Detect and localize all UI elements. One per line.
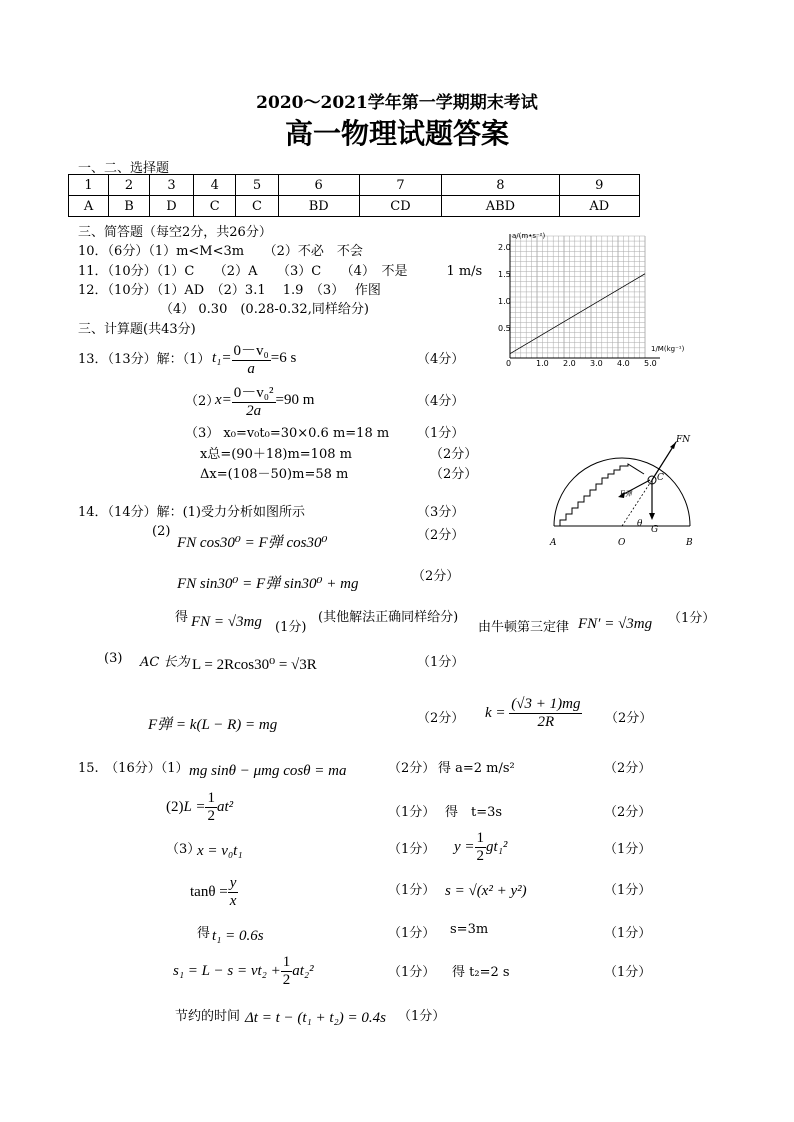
q15-eq5: t₁ = 0.6s (212, 928, 264, 944)
exam-year-line: 2020～2021学年第一学期期末考试 (256, 93, 538, 113)
table-cell: 1 (69, 175, 109, 196)
page-title: 高一物理试题答案 (284, 117, 509, 150)
q13-eq1-lhs: t₁= (212, 349, 232, 366)
q15-eq6-num: 1 (282, 954, 291, 970)
table-cell: D (149, 196, 193, 217)
graph-origin: 0 (506, 359, 512, 368)
q13-eq1-num: 0－v₀ (232, 339, 271, 361)
q13-score2: （4分） (417, 394, 465, 409)
table-cell: CD (359, 196, 442, 217)
q15-eq4b: s = √(x² + y²) (445, 883, 527, 899)
q15-eq6-rhs: at₂² (292, 962, 314, 979)
table-cell: 4 (194, 175, 236, 196)
table-cell: 2 (109, 175, 150, 196)
q15-result1: 得 a=2 m/s² (438, 761, 515, 776)
q13-eq2-num: 0－v₀² (232, 381, 276, 403)
q14-head: 14．（14分）解：(1)受力分析如图所示 (78, 505, 305, 520)
q11-answer: 11．（10分）（1）C （2）A （3）C （4） 不是 1 m/s (78, 264, 483, 279)
q14-eq5: L = 2Rcos30⁰ = √3R (192, 657, 317, 673)
q15-de: 得 (197, 926, 211, 941)
q15-eq3b-rhs: gt₁² (486, 838, 508, 855)
graph-xlabel: 1/M(kg⁻¹) (651, 345, 685, 353)
calc-section-label: 三、计算题(共43分) (78, 322, 196, 337)
q13-part2: （2） (185, 394, 220, 409)
graph-xtick: 4.0 (617, 359, 630, 368)
graph-fit-line (510, 274, 645, 354)
label-o: O (618, 538, 626, 548)
q15-score4b: （1分） (604, 883, 652, 898)
q15-score6b: （1分） (604, 965, 652, 980)
q14-score5: （1分） (417, 655, 465, 670)
table-cell: C (236, 196, 278, 217)
q14-score6: （2分） (417, 711, 465, 726)
graph-a-vs-invM (490, 226, 690, 371)
q13-eq2-rhs: =90 m (275, 391, 315, 408)
table-cell: B (109, 196, 150, 217)
label-fn: FN (676, 435, 691, 445)
q15-eq4 (190, 875, 238, 910)
q12-answer-line1: 12．（10分）（1）AD （2）3.1 1.9 （3） 作图 (78, 283, 381, 298)
table-cell: A (69, 196, 109, 217)
q15-score7: （1分） (398, 1009, 446, 1024)
q14-other-method: (其他解法正确同样给分) (318, 610, 459, 625)
table-cell: 6 (278, 175, 359, 196)
q15-eq3b-num: 1 (476, 830, 485, 846)
answer-table-answers-row (69, 196, 640, 217)
q14-eq1: FN cos30⁰ = F弹 cos30⁰ (177, 535, 328, 551)
graph-grid (510, 236, 645, 358)
q15-score3: （1分） (388, 842, 436, 857)
q15-score6: （1分） (388, 965, 436, 980)
q14-score2: （2分） (412, 569, 460, 584)
q13-score1: （4分） (417, 352, 465, 367)
graph-ylabel: a/(m•s⁻²) (512, 232, 546, 240)
q15-eq2 (166, 790, 233, 825)
q14-eq7-num: (√3 + 1)mg (511, 696, 581, 712)
graph-xtick: 2.0 (563, 359, 576, 368)
q14-de: 得 (175, 610, 189, 625)
q14-part3: (3) (104, 651, 123, 666)
label-f-spring: F弹 (620, 490, 632, 498)
q13-eq5: Δx=(108－50)m=58 m (200, 467, 349, 482)
q14-score4: （1分） (668, 611, 716, 626)
q15-eq6-lhs: s₁ = L − s = vt₂ + (173, 962, 281, 979)
q10-answer: 10．（6分）（1）m<M<3m （2）不必 不会 (78, 244, 363, 259)
q15-part3: （3） (166, 842, 201, 857)
graph-ytick: 2.0 (498, 243, 511, 252)
q14-ac-length: AC 长为 (140, 655, 190, 670)
q13-eq1-den: a (247, 361, 255, 377)
q15-score2: （1分） (388, 805, 436, 820)
label-theta: θ (637, 519, 643, 529)
q14-part2: (2) (152, 524, 171, 539)
q13-head: 13．（13分）解：（1） (78, 352, 211, 367)
choice-section-label: 一、二、选择题 (78, 161, 170, 176)
q15-score1b: （2分） (604, 761, 652, 776)
graph-xtick: 1.0 (536, 359, 549, 368)
force-diagram (540, 430, 700, 552)
q15-score2b: （2分） (604, 805, 652, 820)
q14-eq6: F弹 = k(L − R) = mg (148, 717, 278, 733)
q14-newton-third: 由牛顿第三定律 (478, 620, 570, 635)
q15-eq3b-lhs: y = (454, 838, 475, 855)
q14-eq4: FN′ = √3mg (578, 616, 653, 632)
q15-eq3b (454, 830, 507, 865)
graph-ytick: 1.5 (498, 270, 511, 279)
q15-eq2-den: 2 (207, 808, 215, 824)
table-cell: C (194, 196, 236, 217)
q15-score5: （1分） (388, 926, 436, 941)
q15-eq6-den: 2 (282, 972, 291, 988)
q15-eq7: Δt = t − (t₁ + t₂) = 0.4s (245, 1010, 386, 1026)
q15-head: 15. （16分）（1） (78, 761, 189, 776)
q15-eq2-num: 1 (207, 790, 215, 806)
q15-score3b: （1分） (604, 842, 652, 857)
table-cell: 8 (442, 175, 559, 196)
q13-eq3: （3） x₀=v₀t₀=30×0.6 m=18 m (185, 426, 390, 441)
q14-eq7-lhs: k = (485, 704, 506, 721)
q14-eq7-den: 2R (537, 714, 555, 730)
q15-result2: 得 t=3s (445, 805, 503, 820)
q14-eq3-score: (1分) (275, 620, 307, 635)
q15-eq3b-den: 2 (476, 848, 485, 864)
table-cell: 5 (236, 175, 278, 196)
table-cell: AD (559, 196, 639, 217)
graph-ytick: 0.5 (498, 324, 511, 333)
short-answer-section-label: 三、简答题（每空2分，共26分） (78, 225, 272, 240)
q14-eq3: FN = √3mg (191, 614, 262, 630)
table-cell: 3 (149, 175, 193, 196)
q15-score5b: （1分） (604, 926, 652, 941)
label-g: G (651, 525, 659, 535)
table-cell: 9 (559, 175, 639, 196)
q15-score4: （1分） (388, 883, 436, 898)
table-cell: BD (278, 196, 359, 217)
graph-ytick: 1.0 (498, 297, 511, 306)
q13-eq2-den: 2a (246, 403, 262, 419)
q13-eq1-rhs: =6 s (270, 349, 297, 366)
q14-eq2: FN sin30⁰ = F弹 sin30⁰ + mg (177, 576, 359, 592)
graph-xtick: 3.0 (590, 359, 603, 368)
q15-score1: （2分） (388, 761, 436, 776)
q14-score1: （2分） (417, 528, 465, 543)
q15-eq4-den: x (229, 893, 237, 909)
q13-score4: （2分） (430, 447, 478, 462)
q13-eq2 (215, 381, 314, 420)
q15-result5: s=3m (450, 922, 489, 937)
q12-answer-line2: （4） 0.30 (0.28-0.32,同样给分) (160, 302, 369, 317)
q13-score5: （2分） (430, 467, 478, 482)
q15-eq6 (173, 954, 314, 989)
q15-eq2-rhs: at² (216, 798, 234, 815)
table-cell: 7 (359, 175, 442, 196)
gravity-arrowhead (649, 513, 655, 520)
table-cell: ABD (442, 196, 559, 217)
q14-score-head: （3分） (417, 505, 465, 520)
label-c: C (657, 473, 664, 483)
q13-eq1 (212, 339, 296, 378)
q15-eq1: mg sinθ − μmg cosθ = ma (189, 763, 347, 779)
q14-eq7 (485, 696, 582, 731)
q15-eq3: x = v₀t₁ (197, 843, 243, 859)
answer-table-numbers-row (69, 175, 640, 196)
q13-eq2-lhs: x= (215, 391, 232, 408)
q15-eq2-lhs: L = (183, 798, 206, 815)
q15-saved-time-label: 节约的时间 (175, 1009, 241, 1024)
label-a: A (550, 538, 557, 548)
q15-result6: 得 t₂=2 s (452, 965, 510, 980)
q13-eq4: x总=(90＋18)m=108 m (200, 447, 352, 462)
answer-table (68, 174, 640, 217)
q15-part2: (2) (166, 798, 184, 815)
graph-xtick: 5.0 (644, 359, 657, 368)
q15-eq4-num: y (229, 875, 237, 891)
q14-score7: （2分） (605, 711, 653, 726)
q13-score3: （1分） (417, 426, 465, 441)
label-b: B (686, 538, 693, 548)
q15-eq4-lhs: tanθ = (190, 883, 228, 900)
